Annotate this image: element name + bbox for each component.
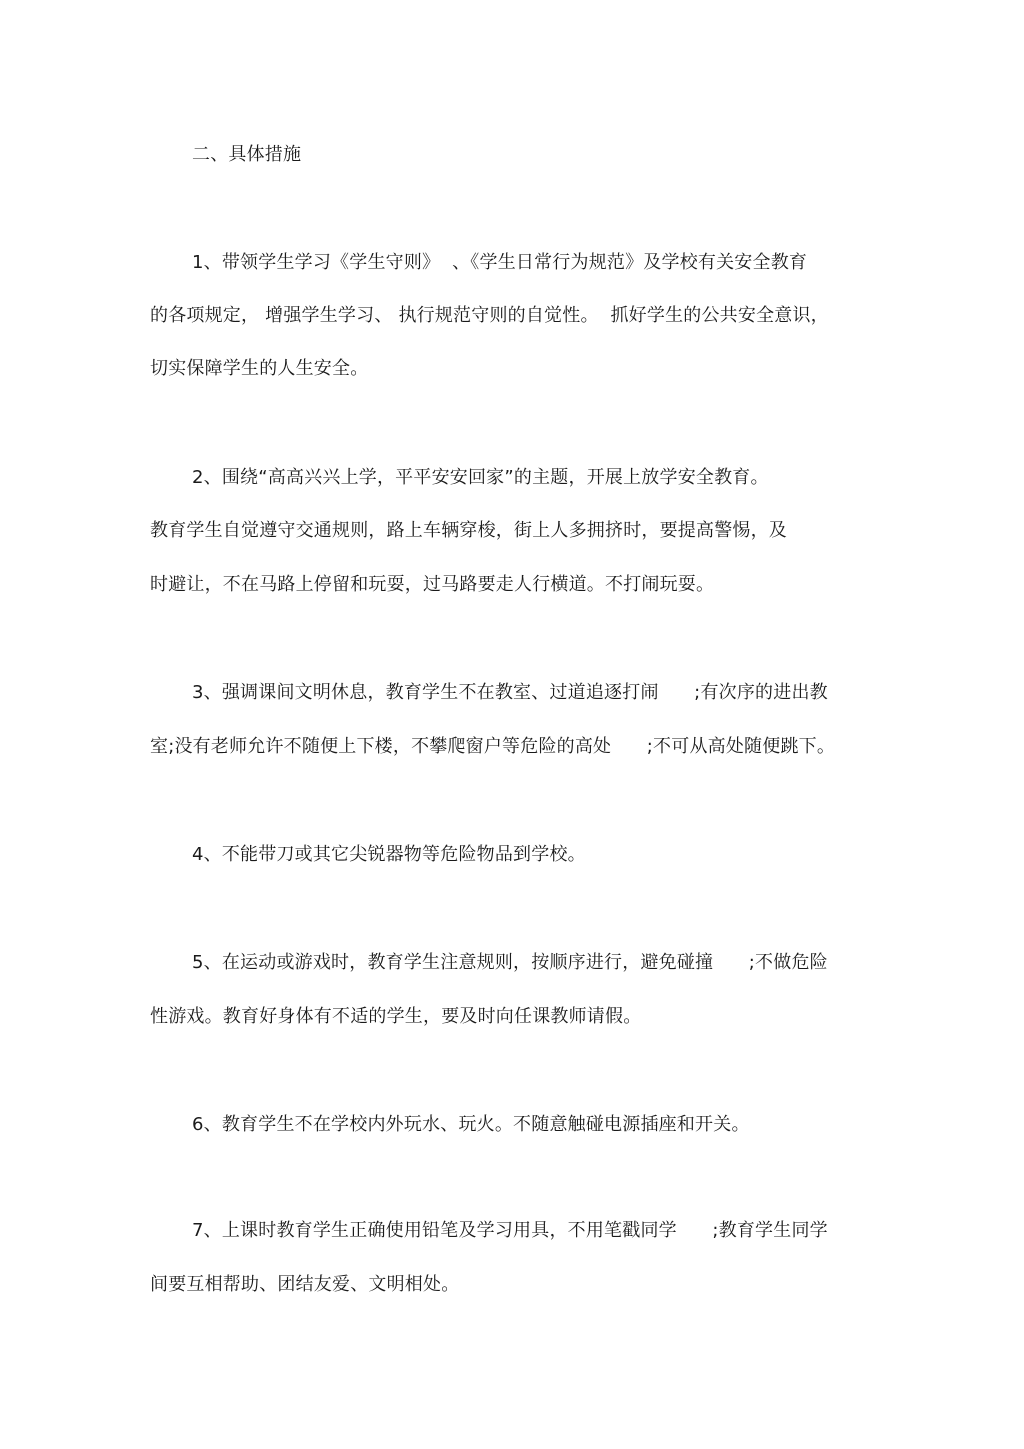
paragraph-line: 间要互相帮助、团结友爱、文明相处。 <box>150 1274 460 1295</box>
paragraph-line: 3、强调课间文明休息，教育学生不在教室、过道追逐打闹 ;有次序的进出教 <box>192 682 828 703</box>
paragraph-line: 时避让，不在马路上停留和玩耍，过马路要走人行横道。不打闹玩耍。 <box>150 574 715 595</box>
paragraph-line: 室;没有老师允许不随便上下楼，不攀爬窗户等危险的高处 ;不可从高处随便跳下。 <box>150 736 836 757</box>
paragraph-line: 6、教育学生不在学校内外玩水、玩火。不随意触碰电源插座和开关。 <box>192 1114 750 1135</box>
section-heading: 二、具体措施 <box>192 144 302 165</box>
paragraph-line: 4、不能带刀或其它尖锐器物等危险物品到学校。 <box>192 844 586 865</box>
paragraph-line: 1、带领学生学习《学生守则》 、《学生日常行为规范》及学校有关安全教育 <box>192 252 808 273</box>
paragraph-line: 5、在运动或游戏时，教育学生注意规则，按顺序进行，避免碰撞 ;不做危险 <box>192 952 828 973</box>
paragraph-line: 切实保障学生的人生安全。 <box>150 358 369 379</box>
paragraph-line: 教育学生自觉遵守交通规则，路上车辆穿梭，街上人多拥挤时，要提高警惕，及 <box>150 520 787 541</box>
paragraph-line: 性游戏。教育好身体有不适的学生，要及时向任课教师请假。 <box>150 1006 642 1027</box>
paragraph-line: 2、围绕“高高兴兴上学，平平安安回家”的主题，开展上放学安全教育。 <box>192 467 769 488</box>
paragraph-line: 7、上课时教育学生正确使用铅笔及学习用具，不用笔戳同学 ;教育学生同学 <box>192 1220 828 1241</box>
paragraph-line: 的各项规定， 增强学生学习、 执行规范守则的自觉性。 抓好学生的公共安全意识， <box>150 305 829 326</box>
